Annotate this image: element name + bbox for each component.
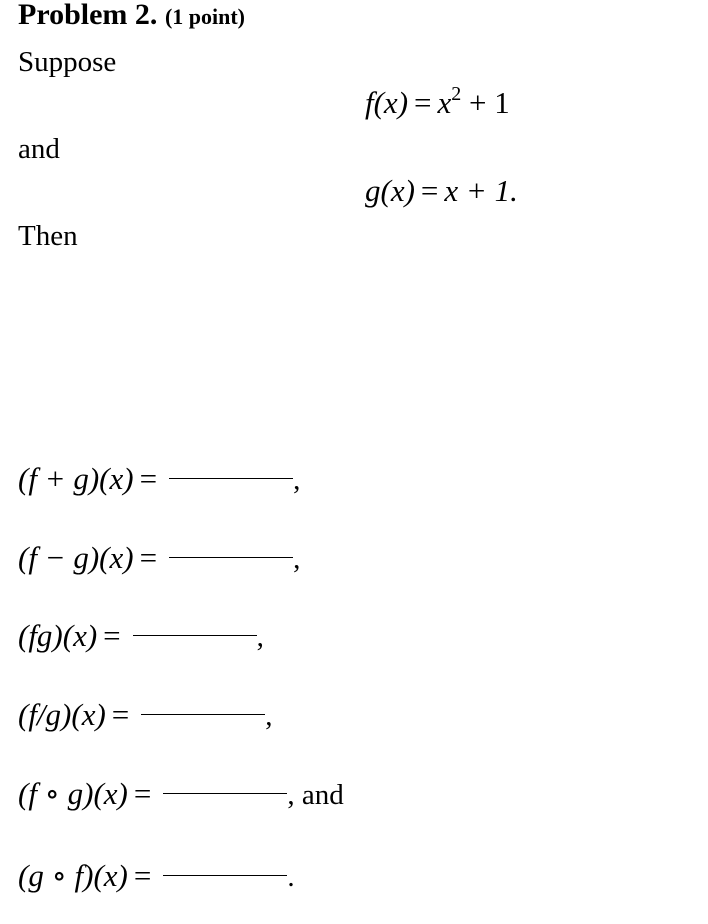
g-definition — [365, 174, 518, 208]
answer-blank[interactable] — [169, 557, 293, 558]
f-lhs: f(x) — [365, 85, 409, 120]
answer-lhs: (g ∘ f)(x) — [18, 858, 128, 893]
f-equals: = — [414, 85, 432, 120]
f-rhs-exponent: 2 — [451, 83, 462, 105]
f-rhs-tail: + 1 — [469, 85, 510, 120]
answer-blank[interactable] — [133, 635, 257, 636]
and-text: and — [18, 133, 60, 165]
answer-composition-gf — [18, 859, 295, 894]
answer-lhs: (f − g)(x) — [18, 540, 134, 575]
answer-quotient — [18, 698, 273, 733]
answer-blank[interactable] — [141, 714, 265, 715]
answer-product — [18, 619, 264, 654]
answer-composition-fg — [18, 777, 344, 812]
answer-after: . — [287, 861, 295, 893]
f-rhs-base: x — [437, 85, 452, 120]
g-equals: = — [420, 173, 439, 208]
answer-equals: = — [103, 618, 121, 653]
suppose-text: Suppose — [18, 46, 117, 78]
answer-lhs: (f ∘ g)(x) — [18, 776, 128, 811]
answer-lhs: (f/g)(x) — [18, 697, 106, 732]
problem-header — [18, 0, 245, 34]
answer-equals: = — [111, 697, 130, 732]
answer-equals: = — [133, 776, 152, 811]
answer-equals: = — [139, 540, 158, 575]
answer-difference — [18, 541, 300, 576]
answer-blank[interactable] — [163, 793, 287, 794]
answer-blank[interactable] — [163, 875, 287, 876]
answer-after: , — [256, 621, 264, 653]
then-text: Then — [18, 220, 78, 252]
answer-after: , — [293, 543, 301, 575]
answer-after: , and — [287, 779, 344, 811]
answer-after: , — [265, 700, 273, 732]
answer-blank[interactable] — [169, 478, 293, 479]
problem-points: (1 point) — [164, 4, 245, 29]
answer-lhs: (f + g)(x) — [18, 461, 134, 496]
answer-sum — [18, 462, 300, 497]
answer-lhs: (fg)(x) — [18, 618, 98, 653]
answer-equals: = — [139, 461, 158, 496]
g-rhs: x + 1. — [444, 173, 518, 208]
f-definition — [365, 83, 510, 120]
answer-after: , — [293, 464, 301, 496]
problem-title: Problem 2. — [18, 0, 158, 31]
answer-equals: = — [133, 858, 152, 893]
g-lhs: g(x) — [365, 173, 415, 208]
